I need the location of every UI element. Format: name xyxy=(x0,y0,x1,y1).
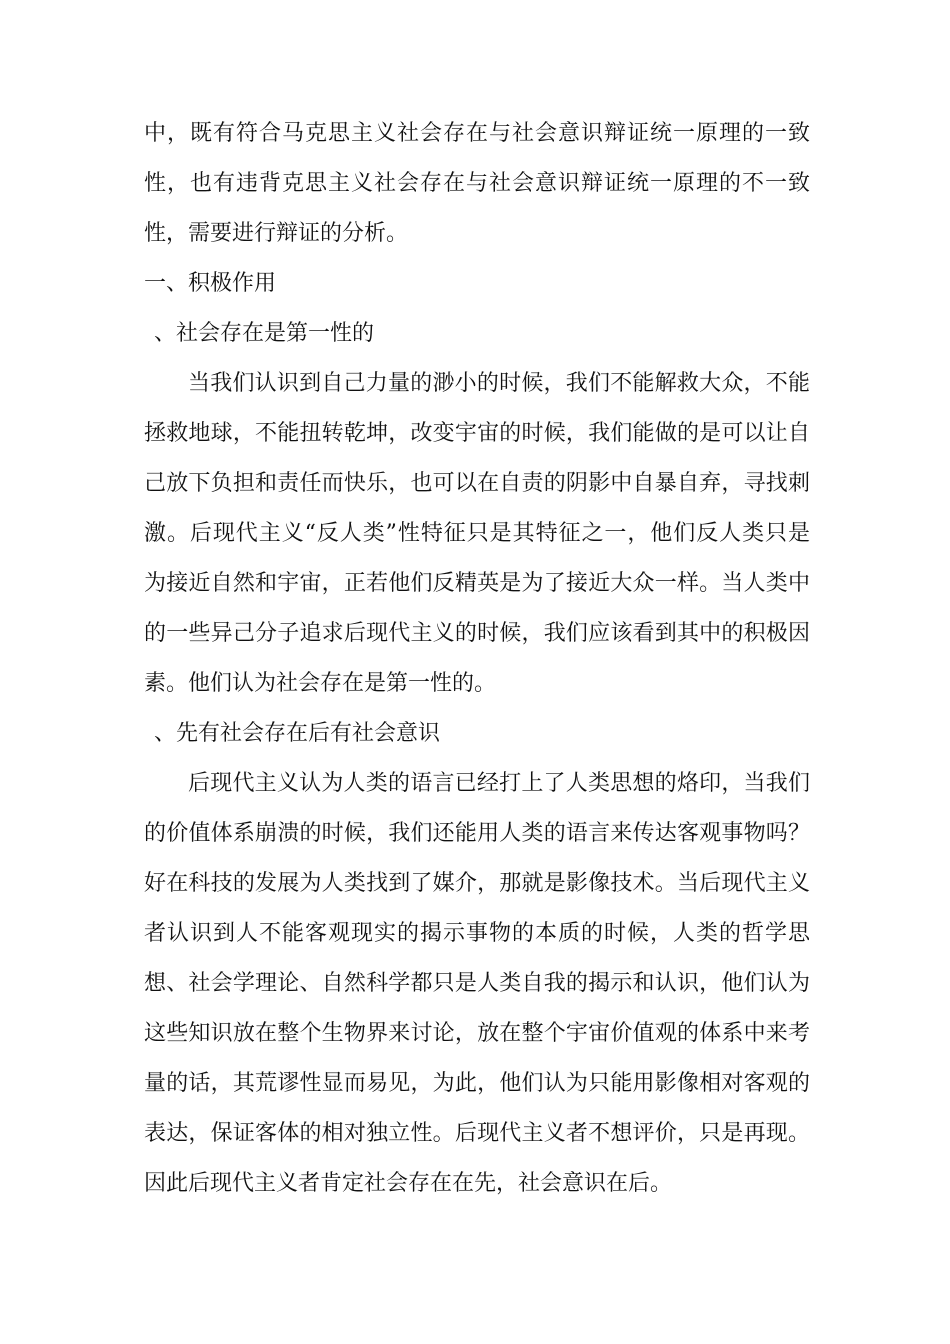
paragraph-2-line-7: 量的话，其荒谬性显而易见，为此，他们认为只能用影像相对客观的 xyxy=(144,1071,810,1096)
section-heading: 一、积极作用 xyxy=(144,271,277,296)
subsection-heading-2: 、先有社会存在后有社会意识 xyxy=(154,721,441,746)
paragraph-2-line-6: 这些知识放在整个生物界来讨论，放在整个宇宙价值观的体系中来考 xyxy=(144,1021,810,1046)
paragraph-2-line-5: 想、社会学理论、自然科学都只是人类自我的揭示和认识，他们认为 xyxy=(144,971,810,996)
text-line-2: 性，也有违背克思主义社会存在与社会意识辩证统一原理的不一致 xyxy=(144,171,810,196)
text-line-3: 性，需要进行辩证的分析。 xyxy=(144,221,409,246)
paragraph-1-line-3: 己放下负担和责任而快乐，也可以在自责的阴影中自暴自弃，寻找刺 xyxy=(144,471,810,496)
paragraph-2-line-4: 者认识到人不能客观现实的揭示事物的本质的时候，人类的哲学思 xyxy=(144,921,810,946)
paragraph-1-line-1: 当我们认识到自己力量的渺小的时候，我们不能解救大众，不能 xyxy=(188,371,810,396)
paragraph-1-line-5: 为接近自然和宇宙，正若他们反精英是为了接近大众一样。当人类中 xyxy=(144,571,810,596)
text-line-1: 中，既有符合马克思主义社会存在与社会意识辩证统一原理的一致 xyxy=(144,121,810,146)
paragraph-2-line-9: 因此后现代主义者肯定社会存在在先，社会意识在后。 xyxy=(144,1171,673,1196)
paragraph-2-line-3: 好在科技的发展为人类找到了媒介，那就是影像技术。当后现代主义 xyxy=(144,871,810,896)
paragraph-1-line-7: 素。他们认为社会存在是第一性的。 xyxy=(144,671,497,696)
paragraph-1-line-6: 的一些异己分子追求后现代主义的时候，我们应该看到其中的积极因 xyxy=(144,621,810,646)
paragraph-2-line-2: 的价值体系崩溃的时候，我们还能用人类的语言来传达客观事物吗？ xyxy=(144,821,810,846)
paragraph-2-line-8: 表达，保证客体的相对独立性。后现代主义者不想评价，只是再现。 xyxy=(144,1121,810,1146)
paragraph-1-line-4: 激。后现代主义“反人类”性特征只是其特征之一，他们反人类只是 xyxy=(144,521,810,546)
paragraph-1-line-2: 拯救地球，不能扭转乾坤，改变宇宙的时候，我们能做的是可以让自 xyxy=(144,421,810,446)
paragraph-2-line-1: 后现代主义认为人类的语言已经打上了人类思想的烙印，当我们 xyxy=(188,771,810,796)
subsection-heading-1: 、社会存在是第一性的 xyxy=(154,321,375,346)
